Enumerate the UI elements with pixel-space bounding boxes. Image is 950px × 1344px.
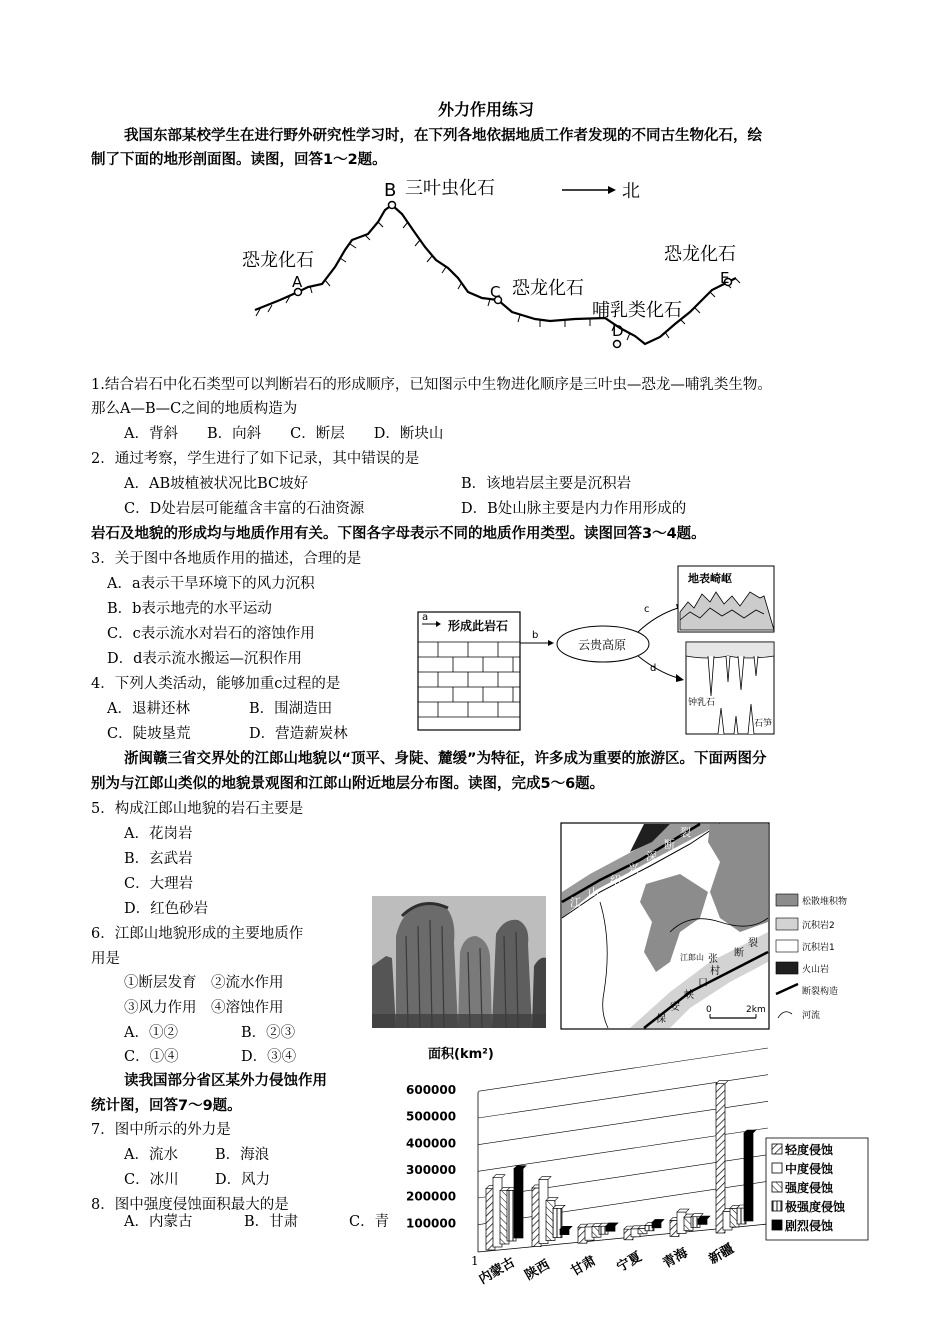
scale-2km: 2km (746, 1005, 766, 1015)
terrain-profile-figure (242, 172, 750, 362)
map-label-fault-2: 村 (710, 966, 720, 977)
chart-bar-top (716, 1081, 728, 1084)
q4-option-c: C．陡坡垦荒 (107, 726, 191, 742)
svg-text:沉积岩1: 沉积岩1 (802, 943, 835, 953)
chart-legend-label: 中度侵蚀 (785, 1162, 834, 1176)
chart-x-tick: 青海 (660, 1245, 691, 1272)
map-label-fault-1: 山 (588, 886, 599, 899)
chart-bar (698, 1219, 707, 1224)
page-number: 1 (471, 1254, 479, 1268)
svg-text:火山岩: 火山岩 (802, 965, 830, 975)
q3-option-d: D．d表示流水搬运—沉积作用 (107, 651, 302, 667)
map-label-fault-2: 口 (698, 978, 708, 989)
q6-statements-1: ①断层发育 ②流水作用 (124, 975, 284, 991)
chart-y-tick: 100000 (406, 1216, 457, 1231)
intro-3-line-2: 别为与江郎山类似的地貌景观图和江郎山附近地层分布图。读图，完成5～6题。 (91, 776, 605, 792)
q8-option-a: A．内蒙古 (124, 1214, 193, 1230)
label-dino-e: 恐龙化石 (664, 244, 736, 265)
q8-option-c: C．青 (349, 1214, 390, 1230)
map-label-fault-1: 绍 (610, 874, 621, 887)
chart-legend-label: 强度侵蚀 (785, 1181, 834, 1195)
svg-text:河流: 河流 (802, 1011, 821, 1021)
q7-option-a: A．流水 (124, 1147, 178, 1163)
terrain-line (255, 205, 736, 344)
chart-y-tick: 600000 (406, 1083, 457, 1097)
map-label-fault-2: 峡 (684, 990, 694, 1001)
q8-option-b: B．甘肃 (244, 1214, 299, 1230)
chart-bar (606, 1226, 615, 1231)
chart-bar (744, 1133, 753, 1221)
q5-stem: 5．构成江郎山地貌的岩石主要是 (91, 801, 304, 817)
q4-stem: 4．下列人类活动，能够加重c过程的是 (91, 676, 341, 692)
scale-0: 0 (706, 1005, 712, 1015)
chart-legend-swatch (772, 1144, 782, 1154)
intro-1-line-2: 制了下面的地形剖面图。读图，回答1～2题。 (91, 152, 387, 168)
label-e: E (720, 269, 730, 287)
q8-stem: 8．图中强度侵蚀面积最大的是 (91, 1197, 289, 1213)
chart-bar (560, 1229, 569, 1234)
chart-bar-top (493, 1175, 505, 1178)
stalactite-label: 钟乳石 (688, 698, 716, 708)
rock-label: 形成此岩石 (448, 619, 509, 633)
label-dino-c: 恐龙化石 (512, 278, 584, 299)
chart-y-tick: 400000 (406, 1136, 457, 1151)
page-title: 外力作用练习 (438, 100, 535, 119)
svg-text:松散堆积物: 松散堆积物 (802, 897, 848, 907)
map-label-fault-2: 裂 (748, 938, 758, 949)
chart-bar (652, 1222, 661, 1227)
svg-text:断裂构造: 断裂构造 (802, 987, 839, 997)
label-a: A (292, 273, 303, 291)
map-label-fault-1: 裂 (680, 826, 691, 839)
map-legend (776, 894, 847, 1021)
label-north: 北 (622, 181, 640, 202)
map-label-fault-2: 断 (734, 948, 744, 959)
chart-legend-label: 轻度侵蚀 (785, 1143, 834, 1157)
chart-legend-label: 剧烈侵蚀 (785, 1219, 834, 1233)
label-b: B (384, 180, 397, 201)
label-dino-a: 恐龙化石 (242, 250, 314, 271)
stalagmite-label: 石笋 (754, 719, 773, 729)
chart-y-axis-label: 面积(km²) (428, 1047, 494, 1062)
q5-option-c: C．大理岩 (124, 876, 194, 892)
arrow-d-label: d (650, 663, 657, 674)
intro-4-line-1: 读我国部分省区某外力侵蚀作用 (124, 1073, 327, 1089)
q7-option-c: C．冰川 (124, 1172, 179, 1188)
q6-option-a: A．①② (124, 1025, 178, 1041)
landscape-photo (372, 896, 546, 1028)
q4-option-d: D．营造薪炭林 (249, 726, 348, 742)
label-c: C (490, 283, 501, 301)
north-arrow-icon (608, 186, 616, 194)
chart-y-tick: 200000 (406, 1189, 457, 1204)
q3-stem: 3．关于图中各地质作用的描述，合理的是 (91, 551, 362, 567)
chart-legend-label: 极强度侵蚀 (785, 1200, 846, 1214)
arrow-a-label: a (422, 612, 429, 623)
arrow-b-label: b (532, 630, 539, 641)
map-label-fault-1: 兴 (628, 862, 639, 875)
strata-map (560, 822, 870, 1032)
point-d-marker (614, 341, 621, 348)
q6-stem-line-2: 用是 (91, 951, 120, 967)
intro-1-line-1: 我国东部某校学生在进行野外研究性学习时，在下列各地依据地质工作者发现的不同古生物化石，绘 (124, 128, 762, 144)
map-label-fault-1: 江 (570, 896, 581, 909)
chart-legend-swatch (772, 1182, 782, 1192)
point-b-marker (389, 202, 396, 209)
q6-option-d: D．③④ (241, 1049, 297, 1065)
chart-bar (514, 1169, 523, 1238)
q6-stem-line-1: 6．江郎山地貌形成的主要地质作 (91, 926, 304, 942)
intro-2: 岩石及地貌的形成均与地质作用有关。下图各字母表示不同的地质作用类型。读图回答3～4题。 (91, 526, 706, 542)
rugged-label: 地表崎岖 (688, 572, 732, 585)
chart-bar-top (539, 1177, 551, 1180)
q4-option-b: B．围湖造田 (249, 701, 333, 717)
chart-x-tick: 甘肃 (568, 1253, 599, 1280)
q2-option-c: C．D处岩层可能蕴含丰富的石油资源 (124, 501, 365, 517)
chart-bar-top (677, 1209, 689, 1212)
q1-stem-line-1: 1.结合岩石中化石类型可以判断岩石的形成顺序，已知图示中生物进化顺序是三叶虫—恐龙—哺乳类生物。 (91, 377, 772, 393)
chart-x-tick: 内蒙古 (476, 1254, 518, 1288)
q4-option-a: A．退耕还林 (107, 701, 190, 717)
q1-options: A．背斜 B．向斜 C．断层 D．断块山 (124, 426, 444, 442)
q7-option-b: B．海浪 (215, 1147, 270, 1163)
q7-option-d: D．风力 (215, 1172, 271, 1188)
map-label-fault-2: 安 (670, 1002, 680, 1013)
q3-option-b: B．b表示地壳的水平运动 (107, 601, 272, 617)
label-trilobite: 三叶虫化石 (405, 178, 495, 199)
arrow-c-label: c (644, 604, 650, 615)
q3-option-c: C．c表示流水对岩石的溶蚀作用 (107, 626, 315, 642)
chart-x-tick: 宁夏 (614, 1249, 645, 1276)
chart-legend-swatch (772, 1220, 782, 1230)
map-label-fault-1: 断 (664, 838, 675, 851)
q3-option-a: A．a表示干旱环境下的风力沉积 (107, 576, 315, 592)
label-d: D (612, 322, 624, 340)
q5-option-a: A．花岗岩 (124, 826, 193, 842)
q2-option-d: D．B处山脉主要是内力作用形成的 (461, 501, 687, 517)
intro-3-line-1: 浙闽赣三省交界处的江郎山地貌以“顶平、身陡、麓缓”为特征，许多成为重要的旅游区。下面两图分 (124, 751, 767, 767)
map-label-fault-1: 深 (646, 850, 657, 863)
chart-legend-swatch (772, 1201, 782, 1211)
intro-4-line-2: 统计图，回答7～9题。 (91, 1098, 242, 1114)
chart-bar-top (514, 1166, 526, 1169)
chart-bar-top (744, 1130, 756, 1133)
chart-x-tick: 陕西 (522, 1257, 553, 1284)
q6-option-b: B．②③ (241, 1025, 296, 1041)
chart-y-tick: 300000 (406, 1163, 457, 1177)
geologic-process-figure (408, 560, 780, 738)
plateau-label: 云贵高原 (578, 638, 627, 652)
q5-option-b: B．玄武岩 (124, 851, 193, 867)
q5-option-d: D．红色砂岩 (124, 901, 209, 917)
q6-statements-2: ③风力作用 ④溶蚀作用 (124, 1000, 284, 1016)
q6-option-c: C．①④ (124, 1049, 179, 1065)
q7-stem: 7．图中所示的外力是 (91, 1122, 231, 1138)
map-label-fault-2: 保 (656, 1014, 666, 1025)
svg-text:沉积岩2: 沉积岩2 (802, 921, 835, 931)
chart-bar-top (652, 1219, 664, 1222)
q2-stem: 2．通过考察，学生进行了如下记录，其中错误的是 (91, 451, 420, 467)
q1-stem-line-2: 那么A—B—C之间的地质构造为 (91, 401, 298, 417)
q2-option-b: B．该地岩层主要是沉积岩 (461, 476, 632, 492)
label-mammal: 哺乳类化石 (592, 300, 682, 321)
q2-option-a: A．AB坡植被状况比BC坡好 (124, 476, 309, 492)
chart-x-tick: 新疆 (706, 1241, 737, 1268)
map-label-jianglang: 江郎山 (680, 953, 704, 962)
chart-y-tick: 500000 (406, 1109, 457, 1124)
map-label-fault-2: 张 (708, 954, 718, 965)
chart-legend-swatch (772, 1163, 782, 1173)
